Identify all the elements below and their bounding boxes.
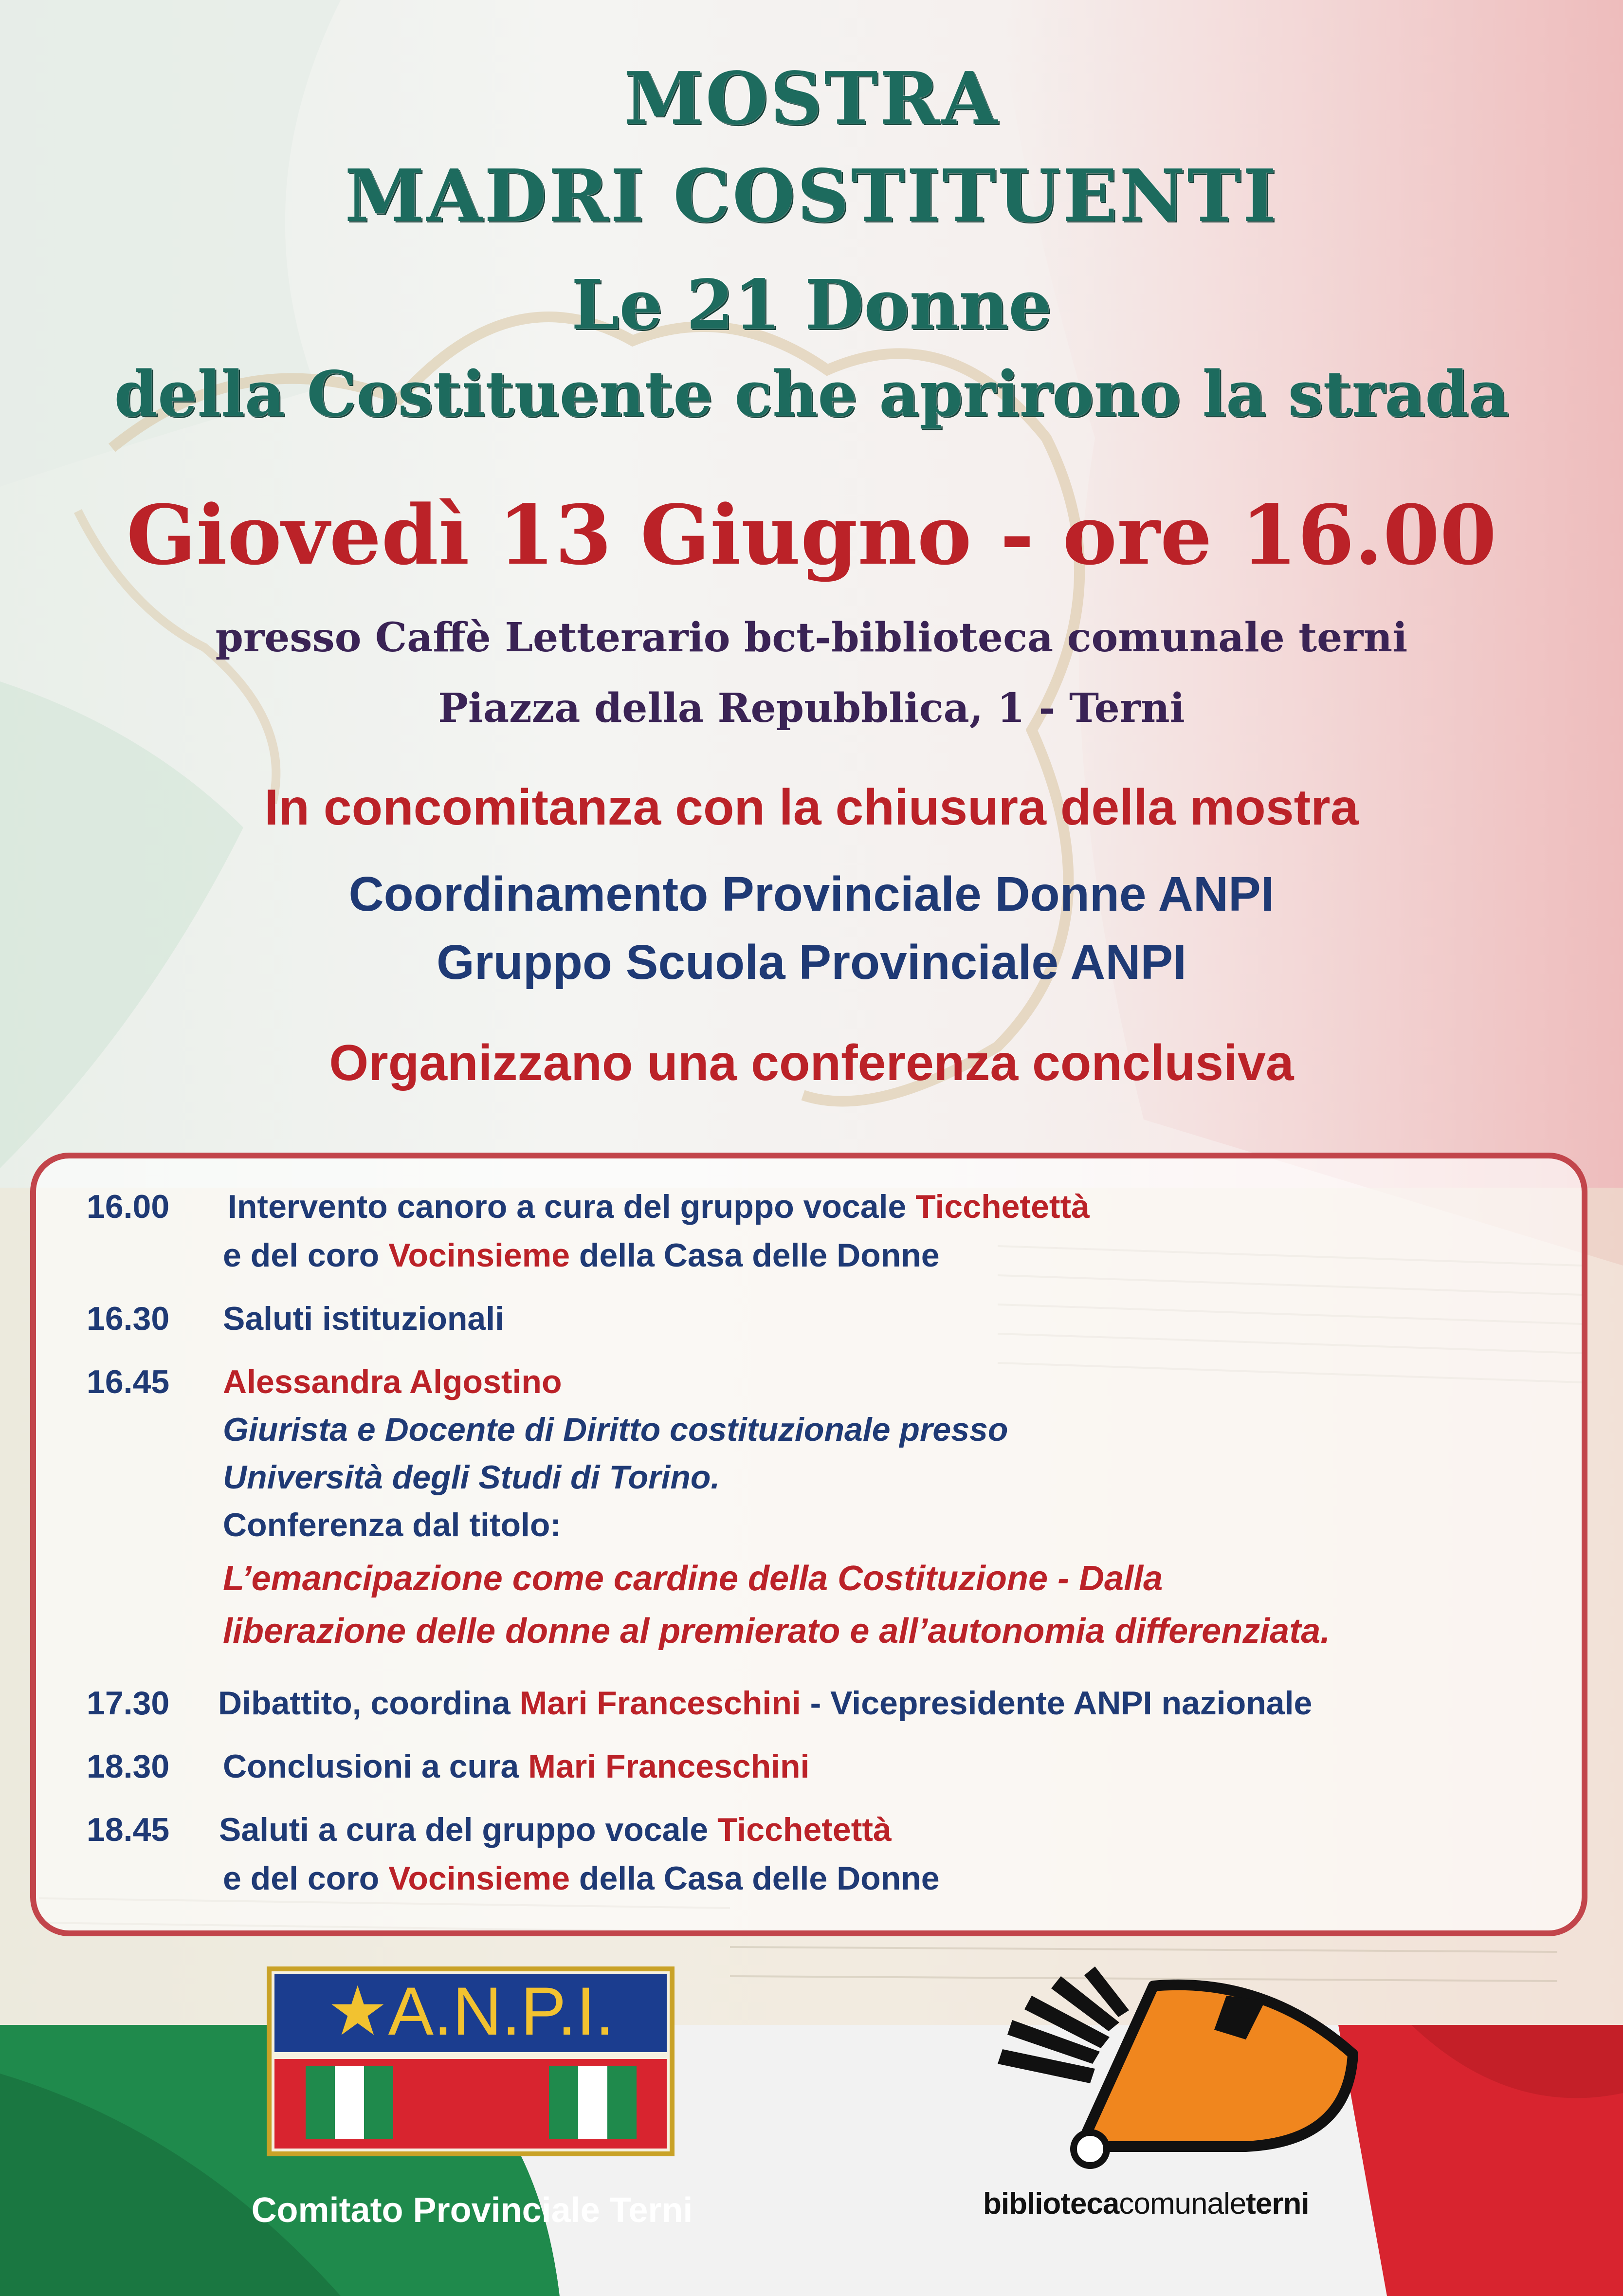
item-text: e del coro xyxy=(223,1237,389,1274)
item-line xyxy=(228,1188,1090,1226)
item-text: Giurista e Docente di Diritto costituzionale presso xyxy=(223,1411,1008,1448)
item-text: - Vicepresidente ANPI nazionale xyxy=(801,1685,1313,1722)
highlight-text: Vocinsieme xyxy=(388,1860,570,1897)
item-text: e del coro xyxy=(223,1860,389,1897)
title-subtitle: della Costituente che aprirono la strada xyxy=(114,358,1509,431)
time-label: 18.45 xyxy=(87,1811,170,1848)
item-text: della Casa delle Donne xyxy=(570,1860,940,1897)
title-mostra: MOSTRA xyxy=(623,56,1000,141)
highlight-text: Ticchetettà xyxy=(717,1811,892,1848)
anpi-logo-text: ★A.N.P.I. xyxy=(327,1973,614,2049)
item-text: della Casa delle Donne xyxy=(570,1237,940,1274)
time-label: 16.00 xyxy=(87,1188,170,1225)
time-label: 16.45 xyxy=(87,1363,170,1400)
item-text: Intervento canoro a cura del gruppo vocale xyxy=(228,1188,916,1225)
event-date: Giovedì 13 Giugno - ore 16.00 xyxy=(126,487,1497,583)
title-le-21-donne: Le 21 Donne xyxy=(571,265,1052,345)
bct-logo xyxy=(993,1966,1372,2176)
bct-text-a: biblioteca xyxy=(983,2187,1119,2221)
title-madri-costituenti: MADRI COSTITUENTI xyxy=(345,153,1278,238)
concomitance-text: In concomitanza con la chiusura della mostra xyxy=(264,779,1359,836)
venue-line-2: Piazza della Repubblica, 1 - Terni xyxy=(438,685,1185,732)
anpi-logo xyxy=(267,1966,675,2156)
speaker-name: Alessandra Algostino xyxy=(223,1363,562,1400)
highlight-text: Ticchetettà xyxy=(915,1188,1090,1225)
item-text: liberazione delle donne al premierato e all’autonomia differenziata. xyxy=(223,1612,1331,1651)
highlight-text: Vocinsieme xyxy=(388,1237,570,1274)
item-line xyxy=(223,1859,940,1897)
item-line xyxy=(223,1236,940,1274)
item-text: Saluti istituzionali xyxy=(223,1300,505,1337)
bct-logo-text xyxy=(983,2186,1363,2221)
organizer-1: Coordinamento Provinciale Donne ANPI xyxy=(348,867,1275,921)
item-text: Saluti a cura del gruppo vocale xyxy=(219,1811,718,1848)
item-line xyxy=(219,1811,892,1849)
highlight-text: Mari Franceschini xyxy=(528,1748,810,1785)
bct-text-c: terni xyxy=(1246,2187,1309,2221)
bct-text-b: comunale xyxy=(1119,2187,1246,2221)
time-label: 16.30 xyxy=(87,1300,170,1337)
item-text: Conclusioni a cura xyxy=(223,1748,529,1785)
time-label: 17.30 xyxy=(87,1685,170,1722)
highlight-text: Mari Franceschini xyxy=(519,1685,801,1722)
organize-conference-text: Organizzano una conferenza conclusiva xyxy=(329,1035,1294,1091)
item-text: Conferenza dal titolo: xyxy=(223,1506,562,1543)
item-line xyxy=(218,1684,1312,1722)
organizer-2: Gruppo Scuola Provinciale ANPI xyxy=(436,935,1187,990)
anpi-caption: Comitato Provinciale Terni xyxy=(251,2191,693,2230)
item-text: Dibattito, coordina xyxy=(218,1685,520,1722)
item-text: Università degli Studi di Torino. xyxy=(223,1459,720,1496)
time-label: 18.30 xyxy=(87,1748,170,1785)
item-text: L’emancipazione come cardine della Costituzione - Dalla xyxy=(223,1559,1163,1598)
item-line xyxy=(223,1747,809,1785)
venue-line-1: presso Caffè Letterario bct-biblioteca comunale terni xyxy=(215,614,1408,661)
